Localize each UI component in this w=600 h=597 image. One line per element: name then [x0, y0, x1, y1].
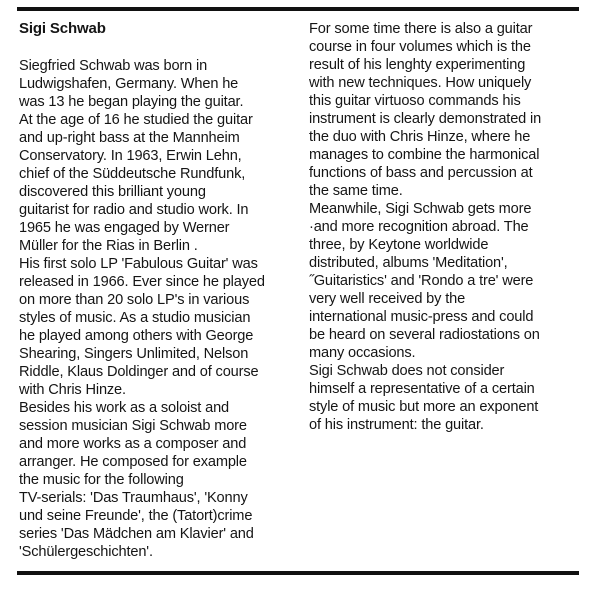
- page-heading: Sigi Schwab: [19, 20, 106, 37]
- left-body-text: [19, 57, 291, 561]
- text-line: on more than 20 solo LP's in various: [19, 292, 250, 308]
- text-line: the same time.: [309, 183, 403, 199]
- text-line: he played among others with George: [19, 328, 254, 344]
- text-line: style of music but more an exponent: [309, 399, 539, 415]
- text-line: At the age of 16 he studied the guitar: [19, 112, 253, 128]
- text-line: this guitar virtuoso commands his: [309, 93, 521, 109]
- text-line: with Chris Hinze.: [19, 382, 126, 398]
- text-line: 'Schülergeschichten'.: [19, 544, 153, 560]
- text-line: himself a representative of a certain: [309, 381, 535, 397]
- text-line: ·and more recognition abroad. The: [309, 219, 529, 235]
- text-line: TV-serials: 'Das Traumhaus', 'Konny: [19, 490, 248, 506]
- text-line: the music for the following: [19, 472, 184, 488]
- text-line: result of his lenghty experimenting: [309, 57, 526, 73]
- text-line: and more works as a composer and: [19, 436, 247, 452]
- text-line: course in four volumes which is the: [309, 39, 531, 55]
- text-line: ˝Guitaristics' and 'Rondo a tre' were: [309, 273, 534, 289]
- text-line: und seine Freunde', the (Tatort)crime: [19, 508, 253, 524]
- text-line: His first solo LP 'Fabulous Guitar' was: [19, 256, 258, 272]
- right-body-text: [309, 20, 579, 434]
- text-line: international music-press and could: [309, 309, 534, 325]
- text-line: arranger. He composed for example: [19, 454, 247, 470]
- text-line: Riddle, Klaus Doldinger and of course: [19, 364, 259, 380]
- left-column: [19, 20, 291, 561]
- text-line: Conservatory. In 1963, Erwin Lehn,: [19, 148, 242, 164]
- text-line: styles of music. As a studio musician: [19, 310, 251, 326]
- text-line: distributed, albums 'Meditation',: [309, 255, 508, 271]
- bottom-rule: [17, 571, 579, 575]
- text-line: Besides his work as a soloist and: [19, 400, 230, 416]
- text-line: Ludwigshafen, Germany. When he: [19, 76, 239, 92]
- text-line: the duo with Chris Hinze, where he: [309, 129, 531, 145]
- text-line: of his instrument: the guitar.: [309, 417, 484, 433]
- right-column: [309, 20, 579, 434]
- text-line: Shearing, Singers Unlimited, Nelson: [19, 346, 249, 362]
- text-line: was 13 he began playing the guitar.: [19, 94, 244, 110]
- text-line: Müller for the Rias in Berlin .: [19, 238, 198, 254]
- text-line: Siegfried Schwab was born in: [19, 58, 208, 74]
- text-line: many occasions.: [309, 345, 416, 361]
- text-line: Meanwhile, Sigi Schwab gets more: [309, 201, 532, 217]
- text-line: released in 1966. Ever since he played: [19, 274, 265, 290]
- text-line: very well received by the: [309, 291, 466, 307]
- text-line: 1965 he was engaged by Werner: [19, 220, 230, 236]
- text-line: discovered this brilliant young: [19, 184, 206, 200]
- text-line: guitarist for radio and studio work. In: [19, 202, 249, 218]
- text-line: chief of the Süddeutsche Rundfunk,: [19, 166, 246, 182]
- text-line: Sigi Schwab does not consider: [309, 363, 505, 379]
- top-rule: [17, 7, 579, 11]
- text-line: manages to combine the harmonical: [309, 147, 540, 163]
- text-line: instrument is clearly demonstrated in: [309, 111, 542, 127]
- text-line: series 'Das Mädchen am Klavier' and: [19, 526, 254, 542]
- heading-spacer: [19, 38, 291, 57]
- text-line: and up-right bass at the Mannheim: [19, 130, 240, 146]
- text-line: three, by Keytone worldwide: [309, 237, 489, 253]
- text-line: For some time there is also a guitar: [309, 21, 533, 37]
- text-line: be heard on several radiostations on: [309, 327, 540, 343]
- text-line: functions of bass and percussion at: [309, 165, 533, 181]
- text-line: session musician Sigi Schwab more: [19, 418, 247, 434]
- text-line: with new techniques. How uniquely: [309, 75, 532, 91]
